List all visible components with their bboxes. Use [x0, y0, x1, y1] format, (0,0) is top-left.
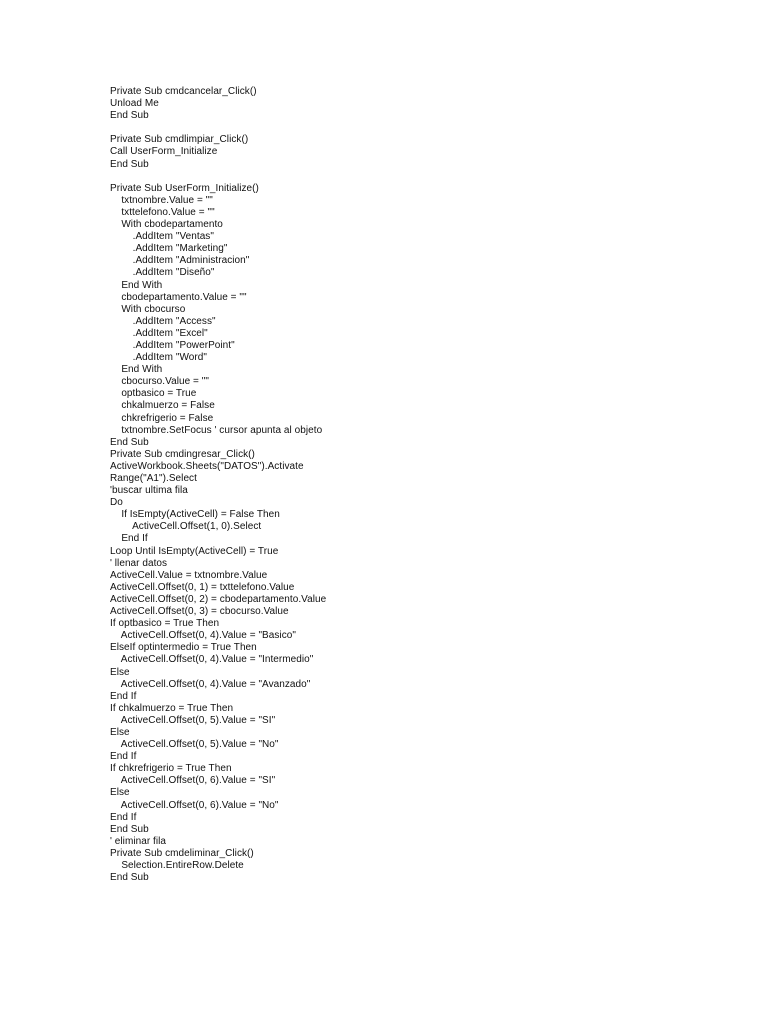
code-line: End If: [110, 690, 137, 702]
code-line: If optbasico = True Then: [110, 618, 220, 630]
vba-code-block: [110, 86, 710, 884]
blank-line: [110, 171, 710, 183]
code-line: chkalmuerzo = False: [110, 400, 215, 412]
code-line: Loop Until IsEmpty(ActiveCell) = True: [110, 545, 279, 557]
code-line: 'buscar ultima fila: [110, 485, 188, 497]
code-line: .AddItem "Excel": [110, 327, 208, 339]
code-line: ActiveCell.Offset(0, 5).Value = "No": [110, 739, 279, 751]
code-line: ActiveCell.Offset(0, 4).Value = "Basico": [110, 630, 296, 642]
code-line: .AddItem "PowerPoint": [110, 339, 235, 351]
code-line: ActiveWorkbook.Sheets("DATOS").Activate: [110, 460, 304, 472]
code-line: Range("A1").Select: [110, 473, 197, 484]
code-line: ' eliminar fila: [110, 835, 167, 847]
code-line: Private Sub UserForm_Initialize(): [110, 182, 259, 194]
code-line: ActiveCell.Offset(1, 0).Select: [110, 521, 262, 533]
code-line: Else: [110, 726, 130, 738]
code-line: Do: [110, 497, 123, 509]
code-line: With cbocurso: [110, 303, 186, 315]
code-line: ActiveCell.Offset(0, 1) = txttelefono.Value: [110, 581, 295, 593]
code-line: End With: [110, 279, 163, 291]
code-line: With cbodepartamento: [110, 219, 223, 231]
code-line: txtnombre.Value = "": [110, 194, 213, 206]
code-line: End Sub: [110, 872, 149, 884]
code-line: Selection.EntireRow.Delete: [110, 860, 244, 871]
code-line: chkrefrigerio = False: [110, 412, 214, 424]
code-line: Call UserForm_Initialize: [110, 146, 218, 158]
code-line: txttelefono.Value = "": [110, 206, 215, 218]
code-line: Private Sub cmdeliminar_Click(): [110, 847, 254, 859]
code-line: cbodepartamento.Value = "": [110, 291, 247, 303]
code-line: End Sub: [110, 436, 149, 448]
code-line: Else: [110, 787, 130, 799]
code-line: .AddItem "Marketing": [110, 243, 228, 255]
code-line: ActiveCell.Offset(0, 3) = cbocurso.Value: [110, 606, 289, 618]
code-line: End Sub: [110, 158, 149, 170]
code-line: ActiveCell.Offset(0, 4).Value = "Avanzado": [110, 678, 311, 690]
code-line: End If: [110, 751, 137, 763]
code-line: .AddItem "Access": [110, 315, 216, 327]
code-line: If IsEmpty(ActiveCell) = False Then: [110, 509, 280, 521]
code-line: ActiveCell.Offset(0, 6).Value = "SI": [110, 775, 276, 787]
code-line: Else: [110, 666, 130, 678]
code-line: End If: [110, 811, 137, 823]
code-line: ' llenar datos: [110, 557, 168, 569]
code-line: ActiveCell.Value = txtnombre.Value: [110, 569, 268, 581]
code-line: cbocurso.Value = "": [110, 376, 209, 388]
code-line: ActiveCell.Offset(0, 4).Value = "Intermedio": [110, 654, 314, 666]
code-line: End If: [110, 533, 148, 545]
code-line: End With: [110, 364, 163, 376]
code-line: .AddItem "Diseño": [110, 267, 215, 279]
code-line: If chkrefrigerio = True Then: [110, 763, 232, 775]
code-line: .AddItem "Word": [110, 352, 207, 364]
blank-line: [110, 122, 710, 134]
code-line: Unload Me: [110, 98, 159, 110]
code-line: End Sub: [110, 110, 149, 122]
code-line: ElseIf optintermedio = True Then: [110, 642, 257, 654]
code-line: ActiveCell.Offset(0, 2) = cbodepartamento.Value: [110, 593, 327, 605]
code-line: ActiveCell.Offset(0, 6).Value = "No": [110, 799, 279, 811]
code-line: If chkalmuerzo = True Then: [110, 702, 234, 714]
code-line: Private Sub cmdcancelar_Click(): [110, 86, 257, 97]
code-line: txtnombre.SetFocus ' cursor apunta al objeto: [110, 424, 323, 436]
code-line: .AddItem "Ventas": [110, 231, 214, 243]
code-line: ActiveCell.Offset(0, 5).Value = "SI": [110, 714, 276, 726]
code-line: Private Sub cmdingresar_Click(): [110, 448, 255, 460]
code-line: .AddItem "Administracion": [110, 255, 250, 267]
code-line: End Sub: [110, 823, 149, 835]
code-line: optbasico = True: [110, 388, 197, 400]
code-line: Private Sub cmdlimpiar_Click(): [110, 134, 249, 146]
